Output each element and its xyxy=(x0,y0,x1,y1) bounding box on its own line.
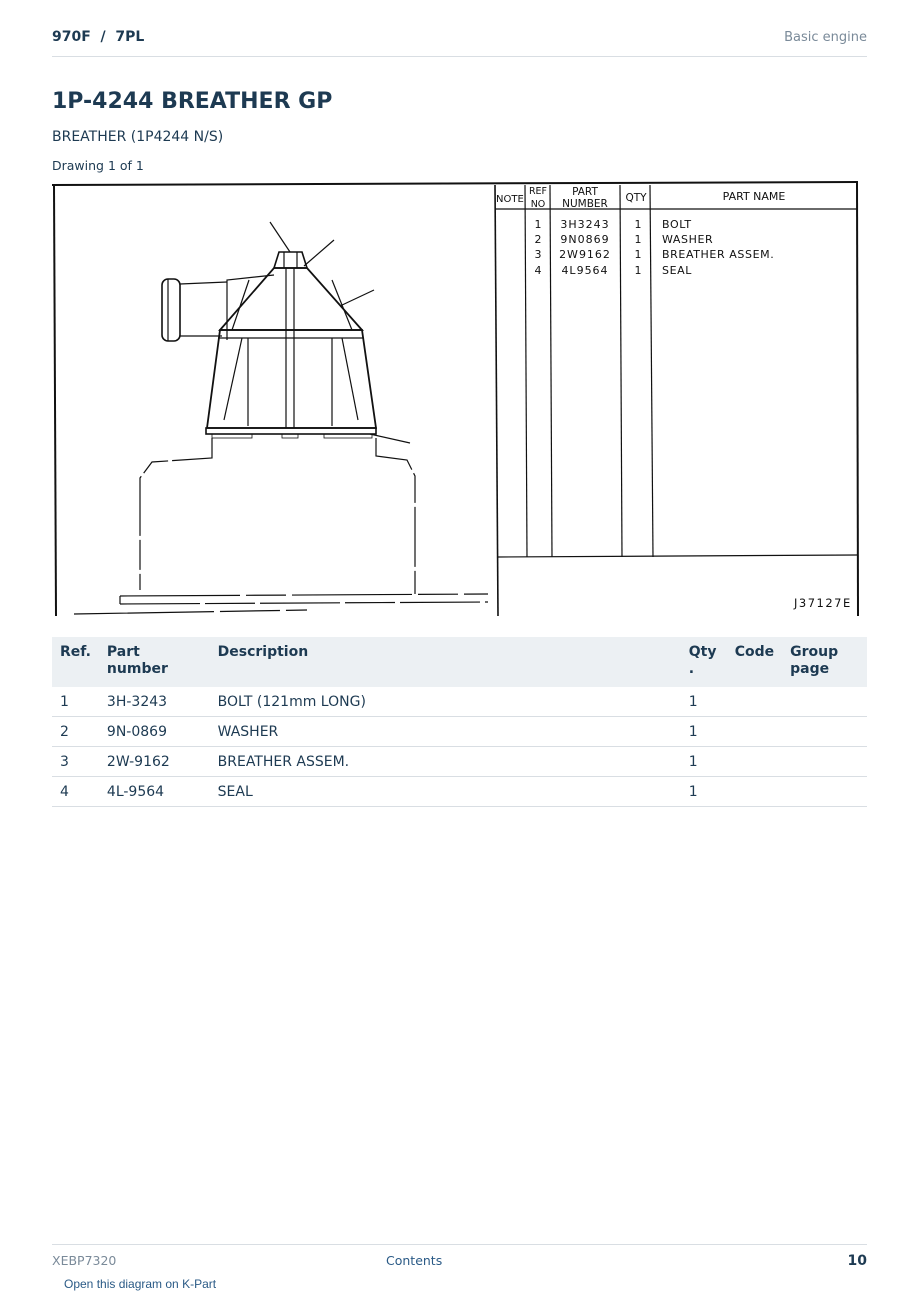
cell-part-number[interactable]: 4L-9564 xyxy=(99,777,210,807)
drawing-part-name: BREATHER ASSEM. xyxy=(662,248,775,261)
cell-group-page xyxy=(782,777,867,807)
drawing-header-note: NOTE xyxy=(496,194,524,205)
drawing-part-number: 2W9162 xyxy=(559,248,611,261)
cell-qty: 1 xyxy=(681,687,727,717)
col-header-group-page xyxy=(782,637,867,687)
drawing-header-partno-1: PART xyxy=(572,186,598,198)
document-id: XEBP7320 xyxy=(52,1253,117,1268)
drawing-qty: 1 xyxy=(634,233,642,246)
parts-drawing[interactable] xyxy=(52,180,867,618)
cell-code xyxy=(727,687,782,717)
page-header xyxy=(52,28,867,57)
cell-part-number[interactable]: 2W-9162 xyxy=(99,747,210,777)
drawing-qty: 1 xyxy=(634,264,642,277)
drawing-qty: 1 xyxy=(634,248,642,261)
table-row xyxy=(52,777,867,807)
cell-part-number[interactable]: 9N-0869 xyxy=(99,717,210,747)
drawing-ref: 2 xyxy=(534,233,542,246)
cell-code xyxy=(727,717,782,747)
col-header-ref: Ref. xyxy=(52,637,99,687)
drawing-header-ref-1: REF xyxy=(528,186,548,197)
drawing-qty: 1 xyxy=(634,218,642,231)
cell-description: BREATHER ASSEM. xyxy=(210,747,681,777)
drawing-header-qty: QTY xyxy=(625,192,647,204)
col-header-group-line2: page xyxy=(790,661,830,677)
cell-group-page xyxy=(782,687,867,717)
cell-ref: 2 xyxy=(52,717,99,747)
page-number: 10 xyxy=(847,1253,867,1269)
cell-qty: 1 xyxy=(681,747,727,777)
col-header-description: Description xyxy=(210,637,681,687)
cell-ref: 4 xyxy=(52,777,99,807)
col-header-part-number: Part number xyxy=(99,637,210,687)
drawing-header-ref-2: NO xyxy=(530,199,546,210)
page-subtitle: BREATHER (1P4244 N/S) xyxy=(52,129,224,145)
col-header-group-line1: Group xyxy=(790,644,839,660)
cell-description: BOLT (121mm LONG) xyxy=(210,687,681,717)
cell-description: WASHER xyxy=(210,717,681,747)
drawing-counter: Drawing 1 of 1 xyxy=(52,158,144,173)
cell-part-number[interactable]: 3H-3243 xyxy=(99,687,210,717)
drawing-id: J37127E xyxy=(794,596,852,610)
drawing-part-name: SEAL xyxy=(662,264,692,277)
cell-code xyxy=(727,747,782,777)
table-row xyxy=(52,747,867,777)
drawing-header-partname: PART NAME xyxy=(722,190,786,203)
table-header-row xyxy=(52,637,867,687)
drawing-ref: 3 xyxy=(534,248,542,261)
section-label: Basic engine xyxy=(784,30,867,45)
cell-ref: 3 xyxy=(52,747,99,777)
contents-link[interactable]: Contents xyxy=(386,1253,443,1268)
drawing-part-number: 9N0869 xyxy=(560,233,610,246)
cell-group-page xyxy=(782,747,867,777)
parts-table xyxy=(52,637,867,807)
drawing-part-name: WASHER xyxy=(662,233,714,246)
cell-ref: 1 xyxy=(52,687,99,717)
drawing-part-name: BOLT xyxy=(662,218,692,231)
drawing-ref: 1 xyxy=(534,218,542,231)
col-header-qty-line1: Qty xyxy=(688,644,717,660)
cell-qty: 1 xyxy=(681,777,727,807)
table-row xyxy=(52,687,867,717)
cell-qty: 1 xyxy=(681,717,727,747)
col-header-qty xyxy=(681,637,727,687)
drawing-part-number: 4L9564 xyxy=(561,264,609,277)
drawing-part-number: 3H3243 xyxy=(560,218,610,231)
drawing-header-partno-2: NUMBER xyxy=(562,198,608,210)
drawing-ref: 4 xyxy=(534,264,542,277)
kpart-link[interactable]: Open this diagram on K-Part xyxy=(64,1277,217,1291)
cell-group-page xyxy=(782,717,867,747)
page-footer xyxy=(52,1244,867,1291)
cell-code xyxy=(727,777,782,807)
model-label: 970F / 7PL xyxy=(52,29,145,45)
cell-description: SEAL xyxy=(210,777,681,807)
col-header-qty-line2: . xyxy=(688,661,695,677)
table-row xyxy=(52,717,867,747)
col-header-code: Code xyxy=(727,637,782,687)
page-title: 1P-4244 BREATHER GP xyxy=(52,89,333,114)
